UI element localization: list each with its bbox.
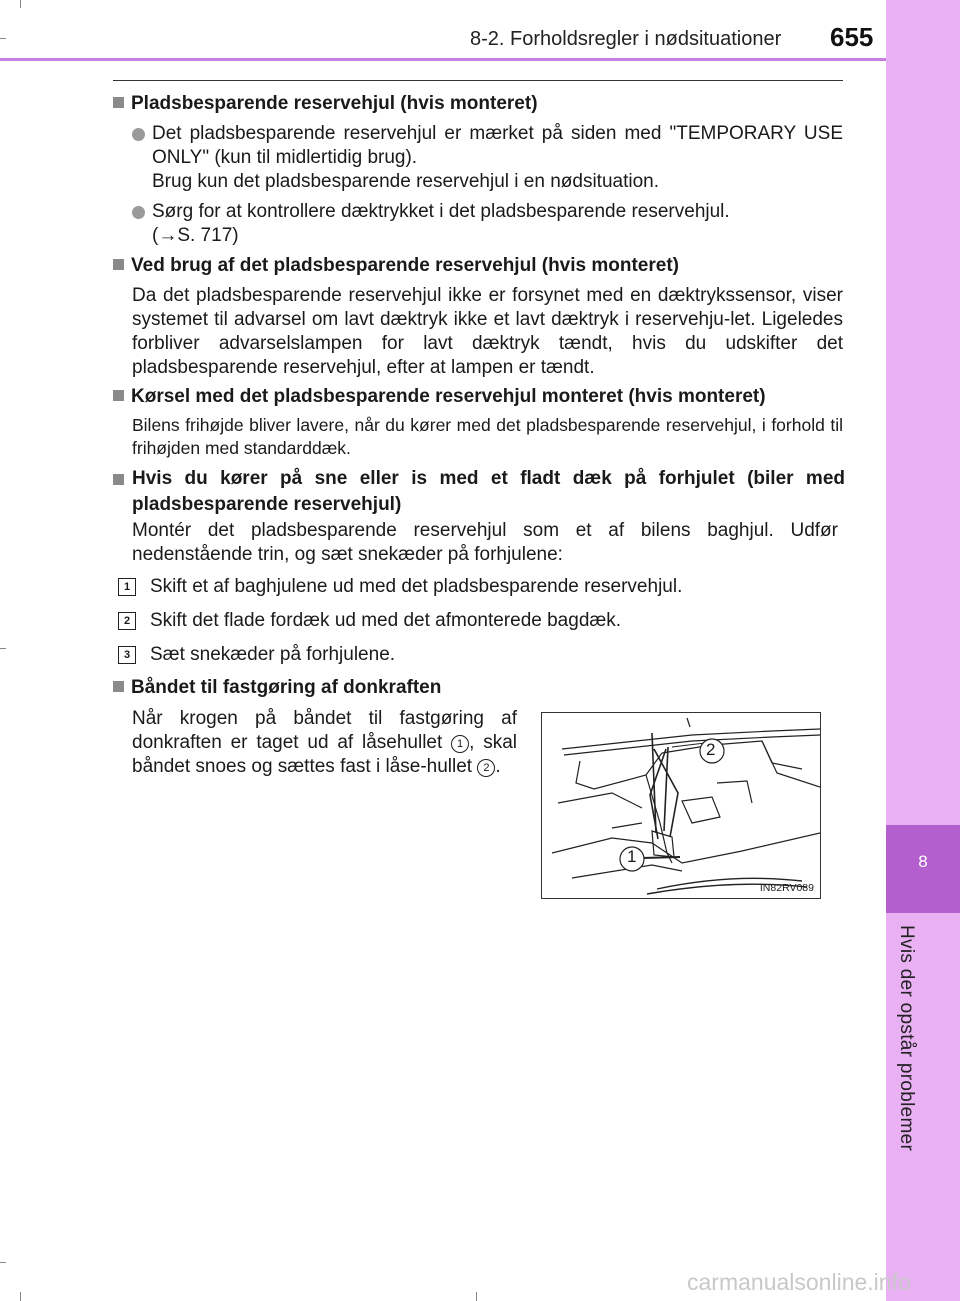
- step-item: 2 Skift det flade fordæk ud med det afmonterede bagdæk.: [118, 609, 621, 633]
- callout-marker: 1: [451, 735, 469, 753]
- body-paragraph: Montér det pladsbesparende reservehjul som et af bilens baghjul. Udfør nedenstående trin, og sæt snekæder på forhjulene:: [132, 520, 838, 565]
- section-heading: Kørsel med det pladsbesparende reservehjul monteret (hvis monteret): [113, 384, 845, 410]
- step-number-box: 1: [118, 578, 136, 596]
- crop-mark: [20, 1292, 21, 1301]
- step-item: 3 Sæt snekæder på forhjulene.: [118, 643, 395, 667]
- crop-mark: [0, 648, 6, 649]
- section-heading: Båndet til fastgøring af donkraften: [113, 675, 845, 701]
- chapter-title: Hvis der opstår problemer: [896, 925, 917, 1152]
- section-heading: Ved brug af det pladsbesparende reservehjul (hvis monteret): [113, 253, 845, 279]
- page-reference: (→S. 717): [152, 225, 239, 246]
- body-paragraph: Når krogen på båndet til fastgøring af donkraften er taget ud af låsehullet 1 , skal båndet snoes og sættes fast i låse-hullet 2 .: [132, 708, 517, 777]
- watermark: carmanualsonline.info: [687, 1269, 911, 1295]
- figure-callout-1: 1: [627, 847, 637, 866]
- step-item: 1 Skift et af baghjulene ud med det pladsbesparende reservehjul.: [118, 575, 682, 599]
- square-bullet-icon: [113, 259, 124, 270]
- square-bullet-icon: [113, 97, 124, 108]
- header-rule: [0, 58, 886, 61]
- round-bullet-icon: [132, 128, 145, 141]
- body-paragraph: Da det pladsbesparende reservehjul ikke er forsynet med en dæktrykssensor, viser systemet til advarsel om lavt dæktryk ikke et lavt dæktryk i reservehju-let. Ligeledes forbliver advarselslampen for lavt dæktryk tændt, hvis du udskifter det pladsbesparende reservehjul, efter at lampen er tændt.: [132, 285, 843, 378]
- arrow-icon: →: [158, 225, 178, 246]
- crop-mark: [476, 1292, 477, 1301]
- content-rule: [113, 80, 843, 81]
- body-paragraph: Bilens frihøjde bliver lavere, når du kører med det pladsbesparende reservehjul, i forhold til frihøjden med standarddæk.: [132, 415, 843, 458]
- step-number-box: 2: [118, 612, 136, 630]
- side-tab-upper: [886, 0, 960, 825]
- section-heading: Hvis du kører på sne eller is med et fladt dæk på forhjulet (biler med pladsbesparende reservehjul): [113, 466, 845, 518]
- square-bullet-icon: [113, 474, 124, 485]
- section-title: 8-2. Forholdsregler i nødsituationer: [470, 28, 782, 50]
- crop-mark: [20, 0, 21, 8]
- crop-mark: [0, 38, 6, 39]
- section-heading: Pladsbesparende reservehjul (hvis monteret): [113, 91, 845, 117]
- page-number: 655: [830, 22, 874, 52]
- callout-marker: 2: [477, 759, 495, 777]
- square-bullet-icon: [113, 681, 124, 692]
- illustration-drawing: [542, 713, 820, 898]
- step-number-box: 3: [118, 646, 136, 664]
- figure-label: IN82RV089: [759, 882, 814, 894]
- bullet-text: Det pladsbesparende reservehjul er mærket på siden med "TEMPORARY USE ONLY" (kun til midlertidig brug).: [152, 123, 843, 168]
- crop-mark: [0, 1262, 6, 1263]
- jack-strap-illustration: [541, 712, 821, 899]
- round-bullet-icon: [132, 206, 145, 219]
- square-bullet-icon: [113, 390, 124, 401]
- bullet-text: Sørg for at kontrollere dæktrykket i det pladsbesparende reservehjul.: [152, 201, 730, 222]
- chapter-number: 8: [918, 852, 928, 871]
- bullet-item: [132, 122, 843, 194]
- bullet-text: Brug kun det pladsbesparende reservehjul i en nødsituation.: [152, 171, 659, 192]
- bullet-item: [132, 200, 843, 248]
- figure-callout-2: 2: [706, 740, 716, 759]
